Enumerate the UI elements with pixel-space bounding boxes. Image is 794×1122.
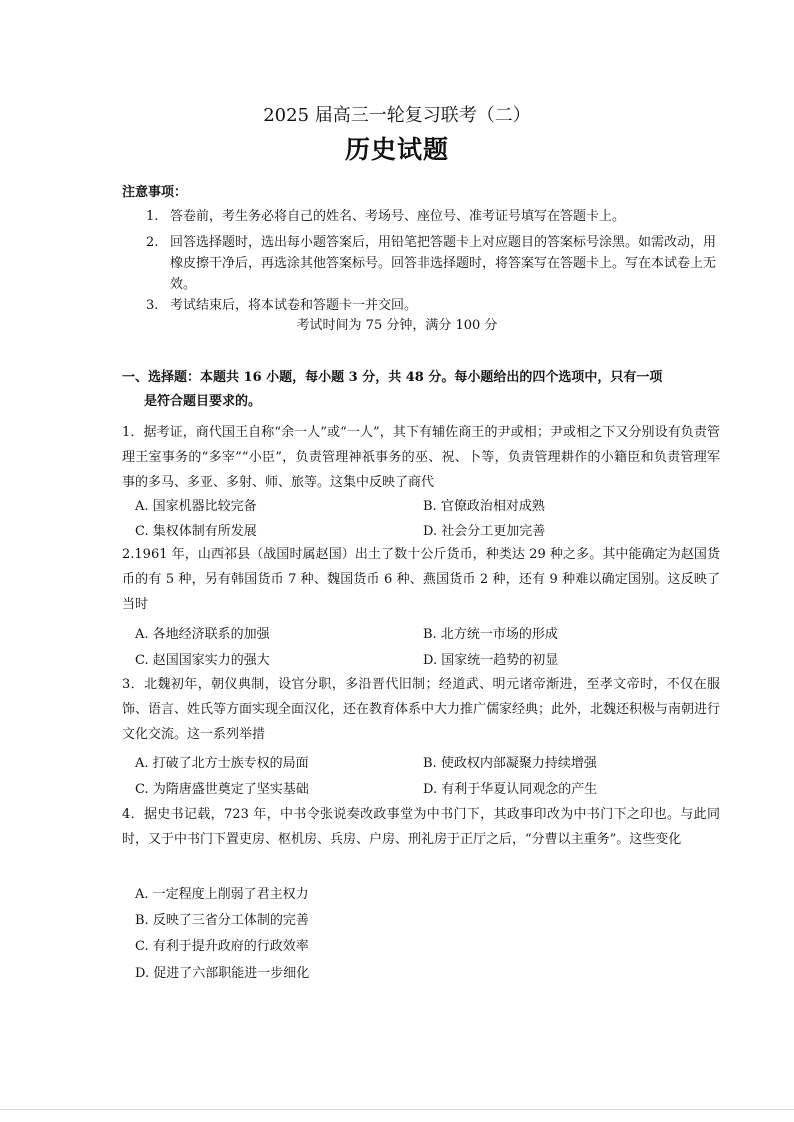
question-4-option-a: A. 一定程度上削弱了君主权力	[135, 887, 309, 902]
question-1-option-d: D. 社会分工更加完善	[423, 524, 546, 539]
question-4-option-d: D. 促进了六部职能进一步细化	[135, 966, 310, 981]
question-number: 4．	[122, 807, 144, 822]
question-4-option-b: B. 反映了三省分工体制的完善	[135, 913, 309, 928]
exam-time-note: 考试时间为 75 分钟，满分 100 分	[296, 318, 498, 333]
section-heading	[122, 366, 720, 414]
question-3-option-c: C. 为隋唐盛世奠定了坚实基础	[135, 782, 309, 797]
question-2-option-c: C. 赵国国家实力的强大	[135, 653, 270, 668]
question-text: 据考证，商代国王自称“余一人”或“一人”，其下有辅佐商王的尹或相；尹或相之下又分别设有负责管理王室事务的“多宰”“小臣”，负责管理神祇事务的巫、祝、卜等，负责管理耕作的小籍臣和负责管理军事的多马、多亚、多射、师、旅等。这集中反映了商代	[122, 425, 720, 490]
question-number: 3．	[122, 677, 145, 692]
exam-title: 2025 届高三一轮复习联考（二）	[263, 105, 531, 126]
question-3-option-b: B. 使政权内部凝聚力持续增强	[423, 756, 597, 771]
section-heading-line-1: 一、选择题：本题共 16 小题，每小题 3 分，共 48 分。每小题给出的四个选项中，只有一项	[122, 370, 663, 385]
subject-title: 历史试题	[344, 135, 449, 164]
notice-item-2	[146, 232, 724, 295]
page-bottom-divider	[0, 1109, 794, 1110]
notice-item-1	[146, 206, 724, 227]
question-1-option-a: A. 国家机器比较完备	[135, 499, 257, 514]
question-2-option-a: A. 各地经济联系的加强	[135, 627, 270, 642]
question-1-option-b: B. 官僚政治相对成熟	[423, 499, 545, 514]
notice-item-3	[146, 295, 724, 316]
question-2-option-d: D. 国家统一趋势的初显	[423, 653, 559, 668]
question-3-option-d: D. 有利于华夏认同观念的产生	[423, 782, 598, 797]
section-heading-line-2: 是符合题目要求的。	[144, 394, 262, 409]
notice-item-number: 2.	[146, 235, 159, 250]
question-1-option-c: C. 集权体制有所发展	[135, 524, 257, 539]
notice-item-number: 1.	[146, 209, 159, 224]
question-2-stem	[122, 542, 720, 617]
question-text: 1961 年，山西祁县（战国时属赵国）出土了数十公斤货币，种类达 29 种之多。其中能确定为赵国货币的有 5 种，另有韩国货币 7 种、魏国货币 6 种、燕国货币 2 种，还有 9 种难以确定国别。这反映了当时	[122, 547, 720, 612]
question-1-stem	[122, 420, 720, 495]
question-3-stem	[122, 672, 720, 747]
question-4-option-c: C. 有利于提升政府的行政效率	[135, 939, 309, 954]
notice-item-number: 3.	[146, 298, 159, 313]
question-text: 据史书记载，723 年，中书令张说奏改政事堂为中书门下，其政事印改为中书门下之印也。与此同时，又于中书门下置吏房、枢机房、兵房、户房、刑礼房于正厅之后，“分曹以主重务”。这些变化	[122, 807, 720, 847]
question-number: 1．	[122, 425, 144, 440]
question-3-option-a: A. 打破了北方士族专权的局面	[135, 756, 309, 771]
notice-item-text: 答卷前，考生务必将自己的姓名、考场号、座位号、准考证号填写在答题卡上。	[170, 209, 626, 224]
notice-heading: 注意事项：	[122, 185, 188, 200]
notice-item-text: 考试结束后，将本试卷和答题卡一并交回。	[170, 298, 418, 313]
notice-item-text: 回答选择题时，选出每小题答案后，用铅笔把答题卡上对应题目的答案标号涂黑。如需改动，用橡皮擦干净后，再选涂其他答案标号。回答非选择题时，将答案写在答题卡上。写在本试卷上无效。	[170, 235, 717, 292]
question-2-option-b: B. 北方统一市场的形成	[423, 627, 558, 642]
question-number: 2.	[122, 547, 135, 562]
question-text: 北魏初年，朝仪典制，设官分职，多沿晋代旧制；经道武、明元诸帝渐进，至孝文帝时，不仅在服饰、语言、姓氏等方面实现全面汉化，还在教育体系中大力推广儒家经典；此外，北魏还积极与南朝进行文化交流。这一系列举措	[122, 677, 721, 742]
question-4-stem	[122, 802, 720, 852]
